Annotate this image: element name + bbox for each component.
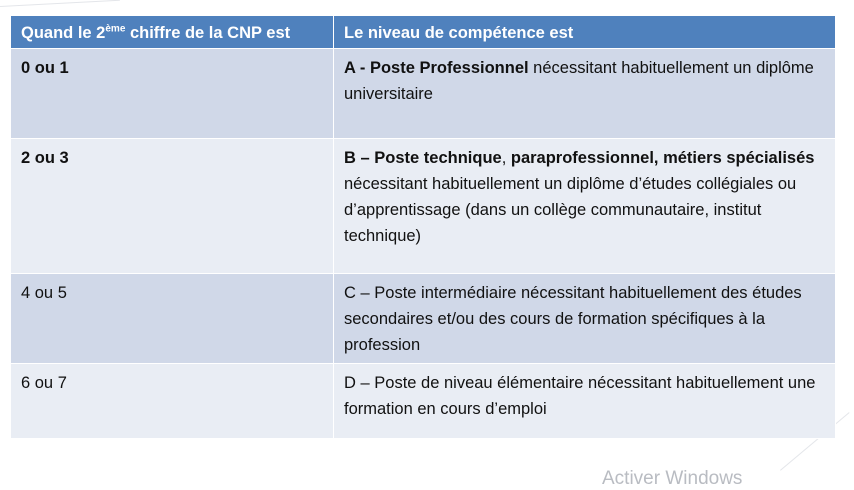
background-decoration-line <box>0 0 120 7</box>
cnp-digit-cell: 2 ou 3 <box>11 139 334 274</box>
table-header-row <box>11 16 836 49</box>
table-row <box>11 364 836 439</box>
skill-level-cell: A - Poste Professionnel nécessitant habituellement un diplôme universitaire <box>334 49 836 139</box>
cnp-digit-cell: 0 ou 1 <box>11 49 334 139</box>
header-skill-level: Le niveau de compétence est <box>334 16 836 49</box>
table-row <box>11 139 836 274</box>
skill-level-cell: D – Poste de niveau élémentaire nécessitant habituellement une formation en cours d’emploi <box>334 364 836 439</box>
skill-level-table <box>10 15 836 439</box>
cnp-digit-cell: 6 ou 7 <box>11 364 334 439</box>
table-row <box>11 274 836 364</box>
windows-activation-watermark: Activer Windows <box>602 468 743 489</box>
skill-level-cell: B – Poste technique, paraprofessionnel, métiers spécialisés nécessitant habituellement un diplôme d’études collégiales ou d’apprentissage (dans un collège communautaire, institut technique) <box>334 139 836 274</box>
table-row <box>11 49 836 139</box>
skill-level-cell: C – Poste intermédiaire nécessitant habituellement des études secondaires et/ou des cours de formation spécifiques à la profession <box>334 274 836 364</box>
cnp-digit-cell: 4 ou 5 <box>11 274 334 364</box>
header-cnp-digit: Quand le 2ème chiffre de la CNP est <box>11 16 334 49</box>
